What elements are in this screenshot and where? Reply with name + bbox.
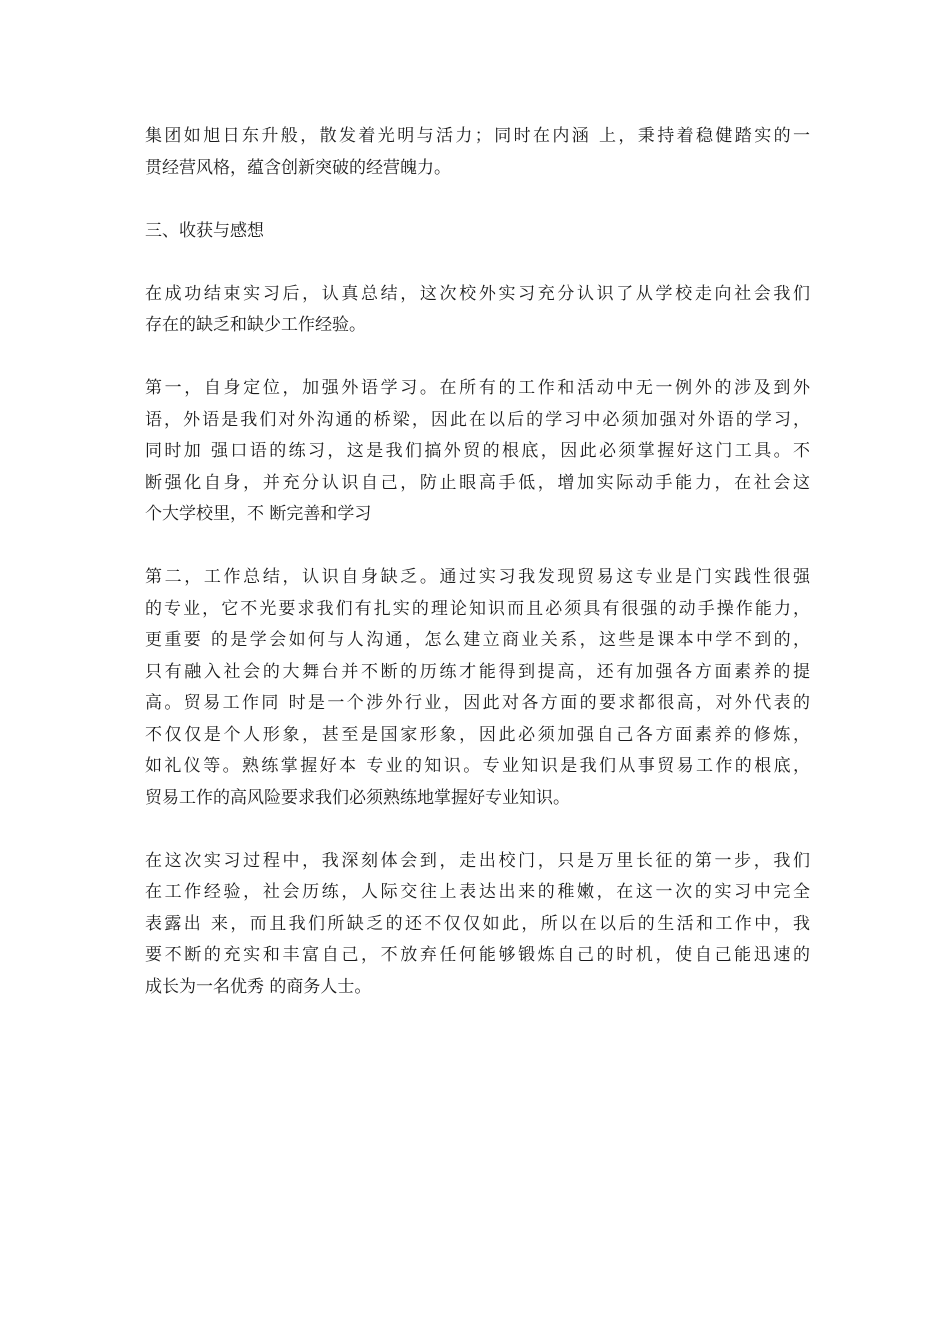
- paragraph-company-style: [145, 121, 810, 184]
- paragraph-first-point: [145, 373, 810, 531]
- text-line: 高。贸易工作同 时是一个涉外行业，因此对各方面的要求都很高，对外代表的: [145, 693, 810, 713]
- text-line: 在这次实习过程中，我深刻体会到，走出校门，只是万里长征的第一步，我们: [145, 850, 810, 871]
- text-line: 语，外语是我们对外沟通的桥梁，因此在以后的学习中必须加强对外语的学习，: [145, 409, 810, 430]
- paragraph-second-point: [145, 562, 810, 814]
- text-line: 要不断的充实和丰富自己，不放弃任何能够锻炼自己的时机，使自己能迅速的: [145, 945, 810, 965]
- text-line: 只有融入社会的大舞台并不断的历练才能得到提高，还有加强各方面素养的提: [145, 661, 810, 682]
- text-line: 在工作经验，社会历练，人际交往上表达出来的稚嫩，在这一次的实习中完全: [145, 882, 810, 902]
- text-line: 在成功结束实习后，认真总结，这次校外实习充分认识了从学校走向社会我们: [145, 283, 810, 304]
- text-line: 集团如旭日东升般，散发着光明与活力；同时在内涵 上，秉持着稳健踏实的一: [145, 126, 810, 146]
- text-line: 贸易工作的高风险要求我们必须熟练地掌握好专业知识。: [145, 787, 570, 808]
- document-body: [145, 121, 810, 1035]
- heading-text: 三、收获与感想: [145, 220, 264, 241]
- section-heading: [145, 216, 810, 248]
- text-line: 不仅仅是个人形象，甚至是国家形象，因此必须加强自己各方面素养的修炼，: [145, 724, 810, 745]
- paragraph-reflection: [145, 846, 810, 1004]
- text-line: 表露出 来，而且我们所缺乏的还不仅仅如此，所以在以后的生活和工作中，我: [145, 913, 810, 934]
- text-line: 同时加 强口语的练习，这是我们搞外贸的根底，因此必须掌握好这门工具。不: [145, 441, 810, 461]
- text-line: 如礼仪等。熟练掌握好本 专业的知识。专业知识是我们从事贸易工作的根底，: [145, 756, 810, 776]
- text-line: 贯经营风格，蕴含创新突破的经营魄力。: [145, 157, 451, 178]
- paragraph-summary: [145, 279, 810, 342]
- text-line: 存在的缺乏和缺少工作经验。: [145, 315, 366, 335]
- text-line: 个大学校里，不 断完善和学习: [145, 504, 372, 524]
- text-line: 的专业，它不光要求我们有扎实的理论知识而且必须具有很强的动手操作能力，: [145, 598, 810, 619]
- text-line: 更重要 的是学会如何与人沟通，怎么建立商业关系，这些是课本中学不到的，: [145, 630, 810, 650]
- text-line: 第二，工作总结，认识自身缺乏。通过实习我发现贸易这专业是门实践性很强: [145, 567, 810, 587]
- text-line: 第一，自身定位，加强外语学习。在所有的工作和活动中无一例外的涉及到外: [145, 378, 810, 398]
- text-line: 成长为一名优秀 的商务人士。: [145, 976, 372, 997]
- text-line: 断强化自身，并充分认识自己，防止眼高手低，增加实际动手能力，在社会这: [145, 472, 810, 493]
